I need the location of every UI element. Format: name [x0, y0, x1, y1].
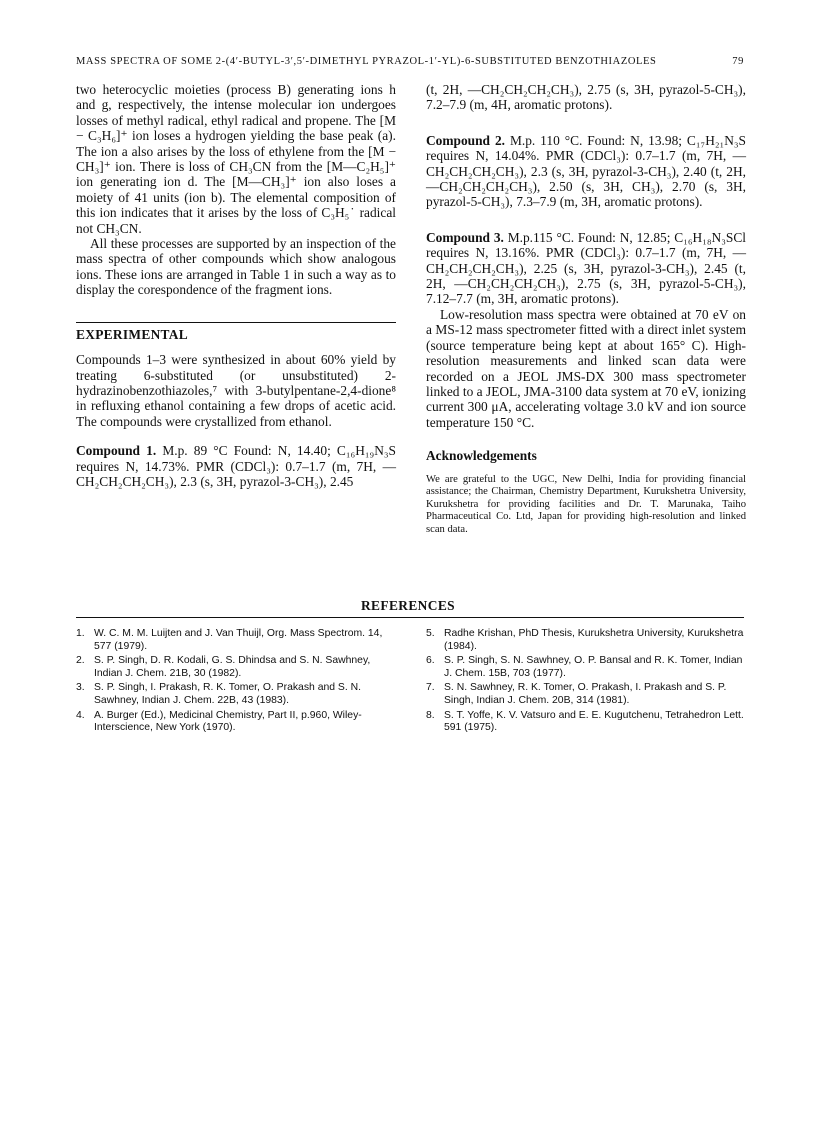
- references-right-column: [426, 628, 744, 737]
- paragraph-fragmentation: two heterocyclic moieties (process B) generating ions h and g, respectively, the intense molecular ion undergoes losses of methyl radical, ethyl radical and propene. The [M − C₃H₆]⁺ ion loses a hydrogen yielding the base peak (a). The ion a also arises by the loss of ethylene from the [M − CH₃]⁺ ion. There is loss of CH₃CN from the [M—C₂H₅]⁺ ion generating ion d. The [M—CH₃]⁺ ion also loses a moiety of 41 units (ion b). The elemental composition of this ion indicates that it arises by the loss of C₃H₅˙ radical not CH₃CN.: [76, 82, 396, 236]
- compound-1-label: Compound 1.: [76, 443, 157, 459]
- compound-2-text: M.p. 110 °C. Found: N, 13.98; C₁₇H₂₁N₃S requires N, 14.04%. PMR (CDCl₃): 0.7–1.7 (m, 7H, —CH₂CH₂CH₂CH₃), 2.3 (s, 3H, pyrazol-3-CH₃), 2.40 (t, 2H, —CH₂CH₂CH₂CH₃), 2.50 (s, 3H, CH₃), 2.70 (s, 3H, pyrazol-5-CH₃), 7.3–7.9 (m, 3H, aromatic protons).: [426, 132, 746, 210]
- compound-3-label: Compound 3.: [426, 229, 504, 245]
- reference-text: S. P. Singh, D. R. Kodali, G. S. Dhindsa and S. N. Sawhney, Indian J. Chem. 21B, 30 (1982).: [94, 655, 371, 679]
- right-column: [426, 82, 746, 537]
- reference-number: 5.: [426, 628, 435, 639]
- compound-1-continued: (t, 2H, —CH₂CH₂CH₂CH₃), 2.75 (s, 3H, pyrazol-5-CH₃), 7.2–7.9 (m, 4H, aromatic protons).: [426, 82, 746, 113]
- reference-text: W. C. M. M. Luijten and J. Van Thuijl, Org. Mass Spectrom. 14, 577 (1979).: [94, 628, 383, 652]
- compound-2-entry: [426, 133, 746, 210]
- reference-item: [76, 655, 394, 680]
- experimental-heading: EXPERIMENTAL: [76, 322, 396, 342]
- reference-item: [426, 628, 744, 653]
- acknowledgements-heading: Acknowledgements: [426, 448, 537, 464]
- reference-text: S. T. Yoffe, K. V. Vatsuro and E. E. Kugutchenu, Tetrahedron Lett. 591 (1975).: [444, 709, 744, 734]
- reference-item: [426, 655, 744, 680]
- reference-number: 2.: [76, 655, 85, 667]
- running-title: MASS SPECTRA OF SOME 2-(4′-BUTYL-3′,5′-DIMETHYL PYRAZOL-1′-YL)-6-SUBSTITUTED BENZOTHIAZOLES: [76, 56, 657, 67]
- reference-number: 8.: [426, 709, 435, 721]
- paragraph-synthesis: Compounds 1–3 were synthesized in about 60% yield by treating 6-substituted (or unsubstituted) 2-hydrazinobenzothiazoles,⁷ with 3-butylpentane-2,4-dione⁸ in refluxing ethanol containing a few drops of acetic acid. The compounds were crystallized from ethanol.: [76, 352, 396, 429]
- compound-1-text: M.p. 89 °C Found: N, 14.40; C₁₆H₁₉N₃S requires N, 14.73%. PMR (CDCl₃): 0.7–1.7 (m, 7H, —CH₂CH₂CH₂CH₃), 2.3 (s, 3H, pyrazol-3-CH₃), 2.45: [76, 443, 396, 489]
- reference-item: [426, 682, 744, 707]
- compound-1-entry: [76, 443, 396, 489]
- reference-number: 1.: [76, 628, 85, 639]
- page-number: 79: [732, 56, 744, 67]
- running-header: [76, 56, 744, 67]
- reference-item: [76, 682, 394, 707]
- paragraph-mass-spectra-methods: Low-resolution mass spectra were obtained at 70 eV on a MS-12 mass spectrometer fitted with a direct inlet system (source temperature being kept at about 165° C). High-resolution measurements and linked scan data were recorded on a JEOL JMS-DX 300 mass spectrometer linked to a JEOL, JMA-3100 data system at 70 eV, ionizing current 300 μA, accelerating voltage 3.0 kV and ion source temperature 150 °C.: [426, 306, 746, 430]
- reference-number: 6.: [426, 655, 435, 667]
- reference-number: 3.: [76, 682, 85, 694]
- left-column: [76, 82, 396, 489]
- reference-item: [426, 710, 744, 735]
- compound-3-entry: [426, 230, 746, 307]
- acknowledgements-text: We are grateful to the UGC, New Delhi, India for providing financial assistance; the Chairman, Chemistry Department, Kurukshetra University, Kurukshetra for providing facilities and Dr. T. Marunaka, Taiho Pharmaceutical Co. Ltd, Japan for providing high-resolution and linked scan data.: [426, 473, 746, 535]
- reference-text: S. P. Singh, S. N. Sawhney, O. P. Bansal and R. K. Tomer, Indian J. Chem. 15B, 703 (1977).: [444, 655, 743, 679]
- paragraph-analogous-ions: All these processes are supported by an inspection of the mass spectra of other compounds which show analogous ions. These ions are arranged in Table 1 in such a way as to display the corespondence of the fragment ions.: [76, 236, 396, 298]
- references-left-column: [76, 628, 394, 737]
- reference-text: S. P. Singh, I. Prakash, R. K. Tomer, O. Prakash and S. N. Sawhney, Indian J. Chem. 22B, 43 (1983).: [94, 682, 362, 706]
- reference-item: [76, 710, 394, 735]
- references-heading: REFERENCES: [360, 598, 456, 613]
- reference-text: Radhe Krishan, PhD Thesis, Kurukshetra University, Kurukshetra (1984).: [444, 628, 744, 652]
- reference-text: S. N. Sawhney, R. K. Tomer, O. Prakash, I. Prakash and S. P. Singh, Indian J. Chem. 20B, 314 (1981).: [444, 682, 727, 706]
- compound-2-label: Compound 2.: [426, 132, 505, 148]
- reference-number: 7.: [426, 682, 435, 694]
- reference-item: [76, 628, 394, 653]
- compound-3-text: M.p.115 °C. Found: N, 12.85; C₁₆H₁₈N₃SCl requires N, 13.16%. PMR (CDCl₃): 0.7–1.7 (m, 7H, —CH₂CH₂CH₂CH₃), 2.25 (s, 3H, pyrazol-3-CH₃), 2.45 (t, 2H, —CH₂CH₂CH₂CH₃), 2.75 (s, 3H, pyrazol-5-CH₃), 7.12–7.7 (m, 3H, aromatic protons).: [426, 229, 746, 307]
- references-rule: [76, 617, 744, 618]
- reference-number: 4.: [76, 709, 85, 721]
- reference-text: A. Burger (Ed.), Medicinal Chemistry, Part II, p.960, Wiley-Interscience, New York (1970).: [94, 709, 362, 734]
